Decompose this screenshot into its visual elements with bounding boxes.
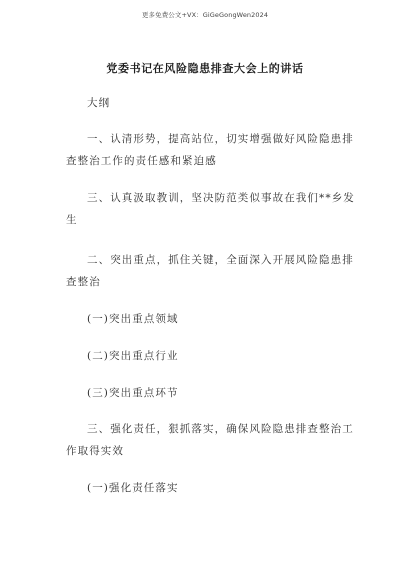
paragraph-3-line-2: 查整治 [66,276,101,288]
subheading-4: (一)强化责任落实 [87,482,179,494]
header-note: 更多免费公文+VX：GiGeGongWen2024 [141,11,269,19]
subheading-3: (三)突出重点环节 [87,387,179,399]
subheading-2: (二)突出重点行业 [87,350,179,362]
paragraph-3-line-1: 二、突出重点，抓住关键，全面深入开展风险隐患排 [87,254,354,266]
paragraph-4-line-1: 三、强化责任，狠抓落实，确保风险隐患排查整治工 [87,423,354,435]
paragraph-2-line-1: 三、认真汲取教训，坚决防范类似事故在我们**乡发 [87,192,355,204]
outline-label: 大纲 [87,97,111,109]
paragraph-1-line-2: 查整治工作的责任感和紧迫感 [66,155,217,167]
paragraph-1-line-1: 一、认清形势，提高站位，切实增强做好风险隐患排 [87,133,354,145]
document-title: 党委书记在风险隐患排查大会上的讲话 [106,62,304,75]
paragraph-2-line-2: 生 [66,214,78,226]
paragraph-4-line-2: 作取得实效 [66,445,124,457]
subheading-1: (一)突出重点领域 [87,313,179,325]
